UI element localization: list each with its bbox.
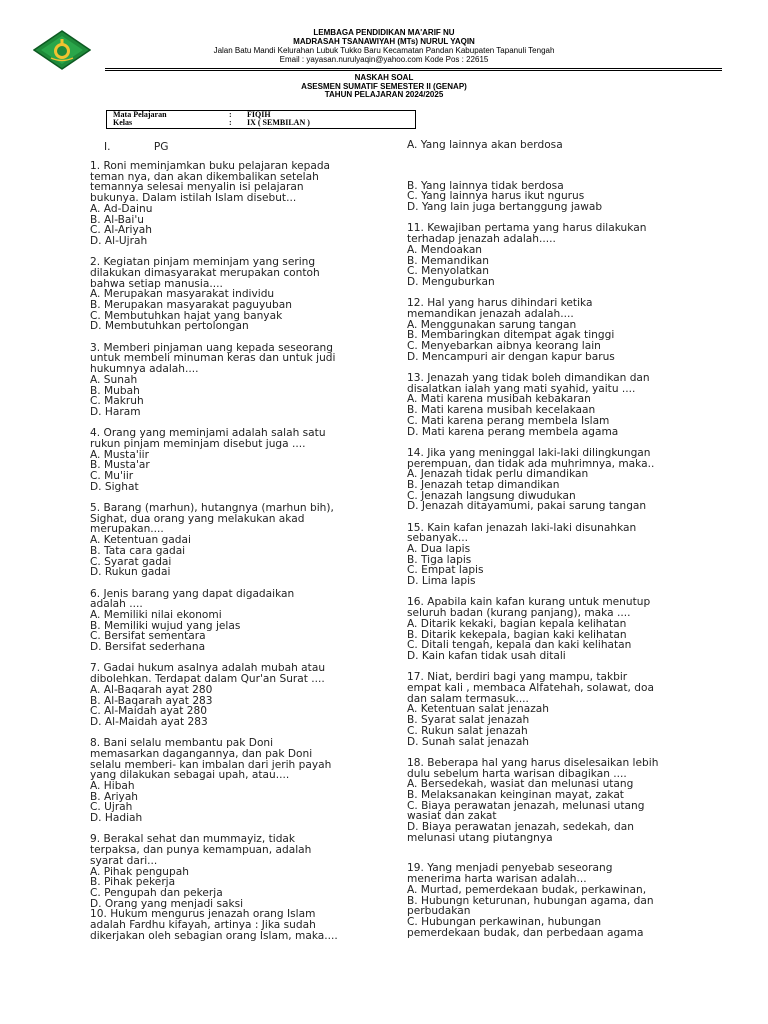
right-question-column (407, 140, 658, 949)
question-line: A. Menggunakan sarung tangan (407, 318, 577, 331)
question-line: hukumnya adalah.... (90, 363, 199, 376)
question-block (407, 758, 658, 844)
question-line: B. Mati karena musibah kecelakaan (407, 404, 596, 417)
question-line: A. Hibah (90, 780, 135, 793)
title-line-2: ASESMEN SUMATIF SEMESTER II (GENAP) (301, 81, 467, 91)
question-line: B. Syarat salat jenazah (407, 714, 530, 727)
question-line: C. Membutuhkan hajat yang banyak (90, 309, 283, 322)
section-name: PG (153, 141, 169, 153)
question-line: memandikan jenazah adalah.... (407, 307, 574, 320)
question-line: B. Tiga lapis (407, 553, 472, 566)
question-line: C. Ditali tengah, kepala dan kaki kelihatan (407, 639, 632, 652)
question-block (90, 834, 338, 941)
question-line: syarat dari... (90, 854, 158, 867)
question-line: 16. Apabila kain kafan kurang untuk menutup (407, 596, 651, 609)
question-line: B. Yang lainnya tidak berdosa (407, 179, 564, 192)
question-block (407, 373, 658, 437)
question-line: untuk membeli minuman keras dan untuk judi (90, 352, 336, 365)
question-line: A. Jenazah tidak perlu dimandikan (407, 468, 589, 481)
question-line: C. Pengupah dan pekerja (90, 886, 223, 899)
question-line: B. Pihak pekerja (90, 876, 176, 889)
question-line: D. Haram (90, 405, 141, 418)
question-line: 17. Niat, berdiri bagi yang mampu, takbir (407, 671, 628, 684)
question-line: pemerdekaan budak, dan perbedaan agama (407, 926, 644, 939)
school-header (0, 28, 768, 64)
question-line: D. Rukun gadai (90, 566, 171, 579)
question-line: adalah .... (90, 598, 143, 611)
question-line: B. Hubungn keturunan, hubungan agama, dan (407, 894, 654, 907)
question-line: 7. Gadai hukum asalnya adalah mubah atau (90, 662, 326, 675)
question-line: 3. Memberi pinjaman uang kepada seseorang (90, 341, 333, 354)
question-block (407, 863, 658, 938)
question-block (407, 523, 658, 587)
question-line: 11. Kewajiban pertama yang harus dilakukan (407, 222, 647, 235)
subject-colon: : (229, 110, 232, 119)
question-line: adalah Fardhu kifayah, artinya : Jika sudah (90, 919, 316, 932)
question-line: B. Ariyah (90, 790, 139, 803)
question-line: B. Membaringkan ditempat agak tinggi (407, 329, 615, 342)
class-label: Kelas (113, 118, 133, 127)
question-line: C. Biaya perawatan jenazah, melunasi utang (407, 799, 645, 812)
question-line: D. Sighat (90, 480, 139, 493)
question-line: B. Musta'ar (90, 459, 150, 472)
exam-title (0, 74, 768, 100)
question-line: A. Yang lainnya akan berdosa (407, 139, 563, 151)
question-block (90, 589, 338, 653)
question-line: A. Dua lapis (407, 543, 471, 556)
question-line: C. Al-Ariyah (90, 224, 152, 237)
question-line: C. Empat lapis (407, 564, 484, 577)
question-line: B. Memiliki wujud yang jelas (90, 619, 241, 632)
question-line: Sighat, dua orang yang melakukan akad (90, 512, 305, 525)
question-line: perempuan, dan tidak ada muhrimnya, maka.. (407, 457, 655, 470)
question-line: B. Ditarik kekepala, bagian kaki kelihatan (407, 628, 627, 641)
question-block (407, 298, 658, 362)
section-heading (104, 141, 208, 153)
question-line: 10. Hukum mengurus jenazah orang Islam (90, 908, 316, 921)
question-line: 15. Kain kafan jenazah laki-laki disunahkan (407, 521, 637, 534)
question-line: 8. Bani selalu membantu pak Doni (90, 737, 274, 750)
question-line: A. Musta'iir (90, 448, 149, 461)
header-foundation: LEMBAGA PENDIDIKAN MA'ARIF NU (313, 28, 455, 37)
question-line: A. Ad-Dainu (90, 202, 153, 215)
question-line: C. Ujrah (90, 801, 133, 814)
title-line-1: NASKAH SOAL (354, 73, 414, 82)
class-colon: : (229, 118, 232, 127)
subject-box (106, 110, 416, 129)
question-line: B. Al-Baqarah ayat 283 (90, 694, 213, 707)
question-line: B. Merupakan masyarakat paguyuban (90, 299, 292, 312)
question-block (90, 428, 338, 492)
question-line: D. Bersifat sederhana (90, 641, 206, 654)
question-line: A. Ditarik kekaki, bagian kepala kelihatan (407, 617, 627, 630)
question-line: A. Ketentuan salat jenazah (407, 703, 549, 716)
question-line: melunasi utang piutangnya (407, 831, 553, 844)
question-line: D. Al-Maidah ayat 283 (90, 715, 208, 728)
question-line: C. Bersifat sementara (90, 630, 206, 643)
left-question-column (90, 161, 338, 952)
question-block (407, 448, 658, 512)
question-line: memasarkan dagangannya, dan pak Doni (90, 747, 313, 760)
question-line: yang dilakukan sebagai upah, atau.... (90, 769, 290, 782)
class-value: IX ( SEMBILAN ) (247, 118, 310, 127)
subject-value: FIQIH (247, 110, 271, 119)
question-line: C. Mu'iir (90, 470, 134, 483)
question-block (407, 223, 658, 287)
question-line: C. Yang lainnya harus ikut ngurus (407, 190, 585, 203)
question-line: dibolehkan. Terdapat dalam Qur'an Surat .... (90, 673, 325, 686)
question-line: D. Lima lapis (407, 575, 476, 588)
question-line: disalatkan ialah yang mati syahid, yaitu .... (407, 382, 636, 395)
question-line: B. Melaksanakan keinginan mayat, zakat (407, 788, 624, 801)
question-line: dilakukan dimasyarakat merupakan contoh (90, 266, 320, 279)
question-line: A. Al-Baqarah ayat 280 (90, 683, 213, 696)
question-line: 12. Hal yang harus dihindari ketika (407, 297, 593, 310)
question-line: B. Al-Bai'u (90, 213, 144, 226)
question-line: 19. Yang menjadi penyebab seseorang (407, 862, 613, 875)
question-block (407, 672, 658, 747)
question-line: seluruh badan (kurang panjang), maka .... (407, 607, 631, 620)
question-line: D. Membutuhkan pertolongan (90, 320, 249, 333)
question-line: D. Yang lain juga bertanggung jawab (407, 201, 603, 214)
question-block (90, 503, 338, 578)
subject-label: Mata Pelajaran (113, 110, 167, 119)
question-line: C. Mati karena perang membela Islam (407, 414, 610, 427)
question-line: A. Mati karena musibah kebakaran (407, 393, 591, 406)
question-line: C. Al-Maidah ayat 280 (90, 705, 208, 718)
question-line: 9. Berakal sehat dan mummayiz, tidak (90, 833, 296, 846)
question-line: C. Hubungan perkawinan, hubungan (407, 915, 602, 928)
question-line: C. Syarat gadai (90, 555, 172, 568)
question-line: B. Mubah (90, 384, 140, 397)
question-block (90, 663, 338, 727)
question-line: C. Jenazah langsung diwudukan (407, 489, 576, 502)
question-line: C. Rukun salat jenazah (407, 724, 528, 737)
question-line: A. Sunah (90, 373, 138, 386)
question-line: C. Menyebarkan aibnya keorang lain (407, 340, 601, 353)
question-line: selalu memberi- kan imbalan dari jerih payah (90, 758, 332, 771)
question-line: wasiat dan zakat (407, 810, 497, 823)
question-line: merupakan.... (90, 523, 164, 536)
question-block (90, 257, 338, 332)
question-line: dan salam termasuk.... (407, 692, 529, 705)
question-line: perbudakan (407, 905, 471, 918)
question-line: A. Merupakan masyarakat individu (90, 288, 275, 301)
question-line: sebanyak... (407, 532, 468, 545)
question-line: terhadap jenazah adalah..... (407, 233, 556, 246)
question-block (407, 597, 658, 661)
question-line: C. Menyolatkan (407, 265, 489, 278)
question-line: 6. Jenis barang yang dapat digadaikan (90, 587, 295, 600)
question-line: A. Memiliki nilai ekonomi (90, 608, 222, 621)
question-line: 18. Beberapa hal yang harus diselesaikan lebih (407, 756, 659, 769)
question-line: empat kali , membaca Alfatehah, solawat, doa (407, 681, 654, 694)
question-line: rukun pinjam meminjam disebut juga .... (90, 437, 306, 450)
question-line: bukunya. Dalam istilah Islam disebut... (90, 192, 297, 205)
question-line: D. Mencampuri air dengan kapur barus (407, 350, 615, 363)
question-block (407, 140, 658, 151)
question-line: 5. Barang (marhun), hutangnya (marhun bih), (90, 502, 334, 515)
question-block (90, 161, 338, 247)
question-line: 4. Orang yang meminjami adalah salah satu (90, 427, 326, 440)
header-address: Jalan Batu Mandi Kelurahan Lubuk Tukko Baru Kecamatan Pandan Kabupaten Tapanuli Tengah (213, 46, 555, 55)
section-number: I. (104, 141, 111, 153)
question-line: A. Pihak pengupah (90, 865, 189, 878)
question-line: menerima harta warisan adalah... (407, 873, 587, 886)
question-line: teman nya, dan akan dikembalikan setelah (90, 170, 319, 183)
question-line: A. Mendoakan (407, 243, 483, 256)
question-line: C. Makruh (90, 395, 144, 408)
question-line: B. Memandikan (407, 254, 490, 267)
title-line-3: TAHUN PELAJARAN 2024/2025 (324, 90, 444, 99)
question-block (407, 181, 658, 213)
question-line: D. Al-Ujrah (90, 234, 148, 247)
question-line: 2. Kegiatan pinjam meminjam yang sering (90, 256, 316, 269)
header-divider (105, 68, 722, 69)
question-line: D. Orang yang menjadi saksi (90, 897, 244, 910)
question-line: 13. Jenazah yang tidak boleh dimandikan dan (407, 372, 650, 385)
question-line: 14. Jika yang meninggal laki-laki dilingkungan (407, 446, 651, 459)
question-line: 1. Roni meminjamkan buku pelajaran kepada (90, 160, 331, 172)
header-divider-2 (105, 70, 722, 71)
question-line: D. Hadiah (90, 812, 143, 825)
question-line: A. Ketentuan gadai (90, 534, 191, 547)
question-line: A. Bersedekah, wasiat dan melunasi utang (407, 778, 634, 791)
question-line: B. Jenazah tetap dimandikan (407, 478, 560, 491)
question-block (90, 343, 338, 418)
question-block (90, 738, 338, 824)
header-email: Email : yayasan.nurulyaqin@yahoo.com Kode Pos : 22615 (279, 55, 489, 64)
question-line: D. Kain kafan tidak usah ditali (407, 649, 566, 662)
question-line: A. Murtad, pemerdekaan budak, perkawinan, (407, 883, 647, 896)
question-line: D. Sunah salat jenazah (407, 735, 530, 748)
question-line: D. Biaya perawatan jenazah, sedekah, dan (407, 821, 634, 834)
question-line: D. Menguburkan (407, 275, 495, 288)
question-line: bahwa setiap manusia.... (90, 277, 223, 290)
question-line: D. Mati karena perang membela agama (407, 425, 619, 438)
question-line: dikerjakan oleh sebagian orang Islam, maka.... (90, 929, 338, 942)
header-school-name: MADRASAH TSANAWIYAH (MTs) NURUL YAQIN (293, 37, 475, 46)
question-line: terpaksa, dan punya kemampuan, adalah (90, 844, 312, 857)
question-line: dulu sebelum harta warisan dibagikan .... (407, 767, 627, 780)
question-line: B. Tata cara gadai (90, 544, 186, 557)
question-line: temannya selesai menyalin isi pelajaran (90, 181, 304, 194)
question-line: D. Jenazah ditayamumi, pakai sarung tangan (407, 500, 647, 513)
